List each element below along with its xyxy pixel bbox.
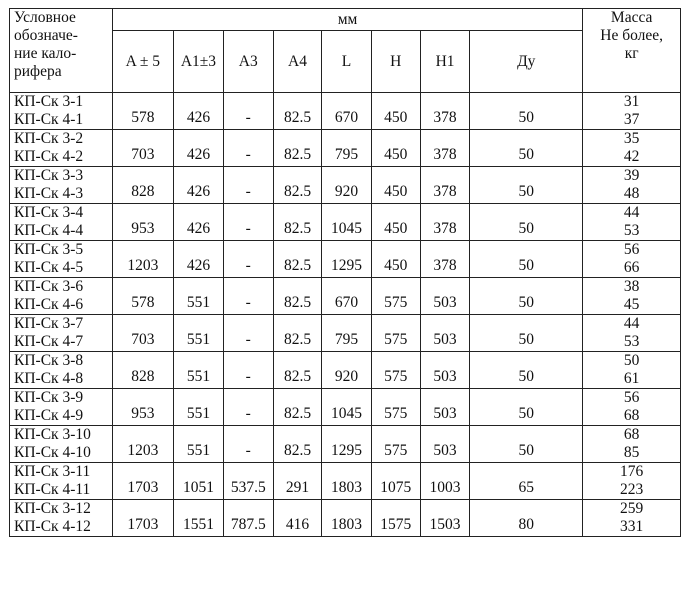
mass-value: 66 (623, 259, 640, 276)
dimension-cell: - (223, 426, 273, 463)
designation-header-line: ние кало- (14, 45, 77, 62)
dimension-cell: 578 (112, 93, 173, 130)
mass-value: 35 (623, 130, 640, 147)
designation-value: КП-Ск 3-7 (14, 315, 84, 332)
designation-value: КП-Ск 3-5 (14, 241, 84, 258)
designation-value: КП-Ск 4-3 (14, 185, 84, 202)
dimension-cell: 378 (420, 93, 469, 130)
designation-cell (10, 241, 113, 278)
dimension-cell: - (223, 278, 273, 315)
heater-dimensions-table (9, 8, 681, 537)
table-row (10, 352, 681, 389)
designation-cell (10, 389, 113, 426)
dimension-cell: 378 (420, 167, 469, 204)
mass-value: 176 (620, 463, 644, 480)
mass-cell (583, 167, 681, 204)
dimension-cell: 450 (371, 130, 420, 167)
dimension-cell: 575 (371, 426, 420, 463)
dimension-cell: 1503 (420, 500, 469, 537)
dimension-cell: 450 (371, 241, 420, 278)
designation-value: КП-Ск 4-11 (14, 481, 91, 498)
dimension-cell: 1803 (322, 500, 371, 537)
dimension-cell: 503 (420, 278, 469, 315)
dimension-cell: 551 (174, 278, 224, 315)
designation-value: КП-Ск 3-9 (14, 389, 84, 406)
dimension-cell: - (223, 130, 273, 167)
column-header: A1±3 (174, 31, 224, 93)
dimension-cell: 82.5 (273, 315, 322, 352)
mass-value: 37 (623, 111, 640, 128)
designation-value: КП-Ск 3-3 (14, 167, 84, 184)
designation-value: КП-Ск 3-1 (14, 93, 84, 110)
designation-value: КП-Ск 3-4 (14, 204, 84, 221)
dimension-cell: 82.5 (273, 204, 322, 241)
mass-value: 53 (623, 333, 640, 350)
dimension-cell: 795 (322, 130, 371, 167)
dimension-cell: - (223, 241, 273, 278)
mass-value: 56 (623, 241, 640, 258)
mass-value: 42 (623, 148, 640, 165)
dimension-cell: 575 (371, 278, 420, 315)
dimension-cell: 1045 (322, 389, 371, 426)
dimension-cell: 828 (112, 167, 173, 204)
column-header: H1 (420, 31, 469, 93)
column-header: A3 (223, 31, 273, 93)
designation-value: КП-Ск 3-10 (14, 426, 91, 443)
dimension-cell: 50 (470, 204, 583, 241)
designation-cell (10, 426, 113, 463)
dimension-cell: 450 (371, 204, 420, 241)
mass-value: 331 (620, 518, 644, 535)
designation-header-line: рифера (14, 63, 62, 80)
dimension-cell: 537.5 (223, 463, 273, 500)
designation-value: КП-Ск 4-2 (14, 148, 84, 165)
dimension-cell: - (223, 93, 273, 130)
designation-value: КП-Ск 4-10 (14, 444, 91, 461)
dimension-cell: 503 (420, 389, 469, 426)
dimension-cell: - (223, 167, 273, 204)
designation-cell (10, 352, 113, 389)
designation-value: КП-Ск 4-7 (14, 333, 84, 350)
dimension-cell: 503 (420, 352, 469, 389)
dimension-cell: 82.5 (273, 130, 322, 167)
column-header: A4 (273, 31, 322, 93)
table-row (10, 278, 681, 315)
dimension-cell: - (223, 389, 273, 426)
units-group-header: мм (112, 9, 583, 31)
dimension-cell: 575 (371, 389, 420, 426)
dimension-cell: 1045 (322, 204, 371, 241)
dimension-cell: 551 (174, 389, 224, 426)
dimension-cell: 426 (174, 204, 224, 241)
mass-cell (583, 426, 681, 463)
mass-header-line: Масса (610, 9, 653, 26)
dimension-cell: 82.5 (273, 426, 322, 463)
column-header: A ± 5 (112, 31, 173, 93)
mass-value: 53 (623, 222, 640, 239)
dimension-cell: 50 (470, 278, 583, 315)
mass-value: 61 (623, 370, 640, 387)
dimension-cell: 450 (371, 93, 420, 130)
mass-cell (583, 204, 681, 241)
dimension-cell: 1295 (322, 426, 371, 463)
designation-value: КП-Ск 4-5 (14, 259, 84, 276)
designation-cell (10, 93, 113, 130)
designation-value: КП-Ск 4-4 (14, 222, 84, 239)
dimension-cell: 426 (174, 93, 224, 130)
table-row (10, 315, 681, 352)
mass-header (583, 9, 681, 93)
dimension-cell: 575 (371, 315, 420, 352)
dimension-cell: 426 (174, 241, 224, 278)
dimension-cell: 50 (470, 426, 583, 463)
table-row (10, 426, 681, 463)
mass-value: 39 (623, 167, 640, 184)
designation-value: КП-Ск 3-12 (14, 500, 91, 517)
dimension-cell: 80 (470, 500, 583, 537)
dimension-cell: 795 (322, 315, 371, 352)
mass-value: 68 (623, 407, 640, 424)
dimension-cell: 1295 (322, 241, 371, 278)
table-row (10, 241, 681, 278)
dimension-cell: 50 (470, 130, 583, 167)
mass-header-line: Не более, (600, 27, 664, 44)
dimension-cell: 426 (174, 130, 224, 167)
dimension-cell: 50 (470, 389, 583, 426)
column-header: Ду (470, 31, 583, 93)
dimension-cell: 1575 (371, 500, 420, 537)
mass-value: 50 (623, 352, 640, 369)
dimension-cell: 82.5 (273, 93, 322, 130)
column-header: H (371, 31, 420, 93)
dimension-cell: 378 (420, 204, 469, 241)
mass-cell (583, 389, 681, 426)
dimension-cell: 50 (470, 167, 583, 204)
designation-cell (10, 315, 113, 352)
dimension-cell: 551 (174, 352, 224, 389)
designation-cell (10, 167, 113, 204)
dimension-cell: 450 (371, 167, 420, 204)
dimension-cell: 378 (420, 130, 469, 167)
dimension-cell: 82.5 (273, 278, 322, 315)
designation-value: КП-Ск 3-6 (14, 278, 84, 295)
designation-cell (10, 500, 113, 537)
mass-cell (583, 463, 681, 500)
mass-value: 31 (623, 93, 640, 110)
dimension-cell: 670 (322, 278, 371, 315)
dimension-cell: 703 (112, 315, 173, 352)
dimension-cell: 503 (420, 315, 469, 352)
mass-value: 38 (623, 278, 640, 295)
mass-value: 56 (623, 389, 640, 406)
dimension-cell: 291 (273, 463, 322, 500)
dimension-cell: 503 (420, 426, 469, 463)
dimension-cell: 1203 (112, 241, 173, 278)
designation-cell (10, 130, 113, 167)
mass-header-line: кг (624, 45, 639, 62)
mass-cell (583, 315, 681, 352)
dimension-cell: 378 (420, 241, 469, 278)
mass-value: 223 (620, 481, 644, 498)
designation-value: КП-Ск 4-8 (14, 370, 84, 387)
designation-cell (10, 278, 113, 315)
designation-value: КП-Ск 4-9 (14, 407, 84, 424)
designation-value: КП-Ск 3-11 (14, 463, 91, 480)
mass-cell (583, 500, 681, 537)
designation-value: КП-Ск 4-6 (14, 296, 84, 313)
table-row (10, 93, 681, 130)
dimension-cell: 703 (112, 130, 173, 167)
table-row (10, 167, 681, 204)
dimension-cell: 82.5 (273, 389, 322, 426)
dimension-cell: 953 (112, 204, 173, 241)
designation-header-line: Условное (14, 9, 76, 26)
mass-value: 45 (623, 296, 640, 313)
designation-value: КП-Ск 4-12 (14, 518, 91, 535)
dimension-cell: 953 (112, 389, 173, 426)
dimension-cell: 50 (470, 93, 583, 130)
table-row (10, 389, 681, 426)
dimension-cell: 920 (322, 167, 371, 204)
mass-cell (583, 352, 681, 389)
dimension-cell: 1803 (322, 463, 371, 500)
dimension-cell: 1703 (112, 463, 173, 500)
dimension-cell: 426 (174, 167, 224, 204)
table-row (10, 500, 681, 537)
dimension-cell: 416 (273, 500, 322, 537)
mass-value: 44 (623, 204, 640, 221)
mass-value: 44 (623, 315, 640, 332)
mass-value: 48 (623, 185, 640, 202)
mass-value: 85 (623, 444, 640, 461)
dimension-cell: 82.5 (273, 352, 322, 389)
mass-cell (583, 93, 681, 130)
mass-value: 68 (623, 426, 640, 443)
table-row (10, 130, 681, 167)
dimension-cell: 670 (322, 93, 371, 130)
dimension-cell: 50 (470, 352, 583, 389)
designation-value: КП-Ск 3-2 (14, 130, 84, 147)
table-row (10, 204, 681, 241)
dimension-cell: 82.5 (273, 241, 322, 278)
dimension-cell: 575 (371, 352, 420, 389)
mass-value: 259 (620, 500, 644, 517)
dimension-cell: 65 (470, 463, 583, 500)
column-header: L (322, 31, 371, 93)
dimension-cell: - (223, 204, 273, 241)
dimension-cell: 1051 (174, 463, 224, 500)
dimension-cell: 1203 (112, 426, 173, 463)
designation-header-line: обозначе- (14, 27, 78, 44)
mass-cell (583, 278, 681, 315)
table-row (10, 463, 681, 500)
dimension-cell: - (223, 315, 273, 352)
designation-header (10, 9, 113, 93)
designation-cell (10, 463, 113, 500)
dimension-cell: 82.5 (273, 167, 322, 204)
dimension-cell: 1703 (112, 500, 173, 537)
dimension-cell: 787.5 (223, 500, 273, 537)
dimension-cell: 551 (174, 426, 224, 463)
dimension-cell: 1075 (371, 463, 420, 500)
dimension-cell: 578 (112, 278, 173, 315)
dimension-cell: 920 (322, 352, 371, 389)
designation-value: КП-Ск 3-8 (14, 352, 84, 369)
mass-cell (583, 241, 681, 278)
dimension-cell: 50 (470, 315, 583, 352)
dimension-cell: 50 (470, 241, 583, 278)
designation-cell (10, 204, 113, 241)
designation-value: КП-Ск 4-1 (14, 111, 84, 128)
dimension-cell: 828 (112, 352, 173, 389)
dimension-cell: - (223, 352, 273, 389)
dimension-cell: 551 (174, 315, 224, 352)
dimension-cell: 1003 (420, 463, 469, 500)
dimension-cell: 1551 (174, 500, 224, 537)
mass-cell (583, 130, 681, 167)
